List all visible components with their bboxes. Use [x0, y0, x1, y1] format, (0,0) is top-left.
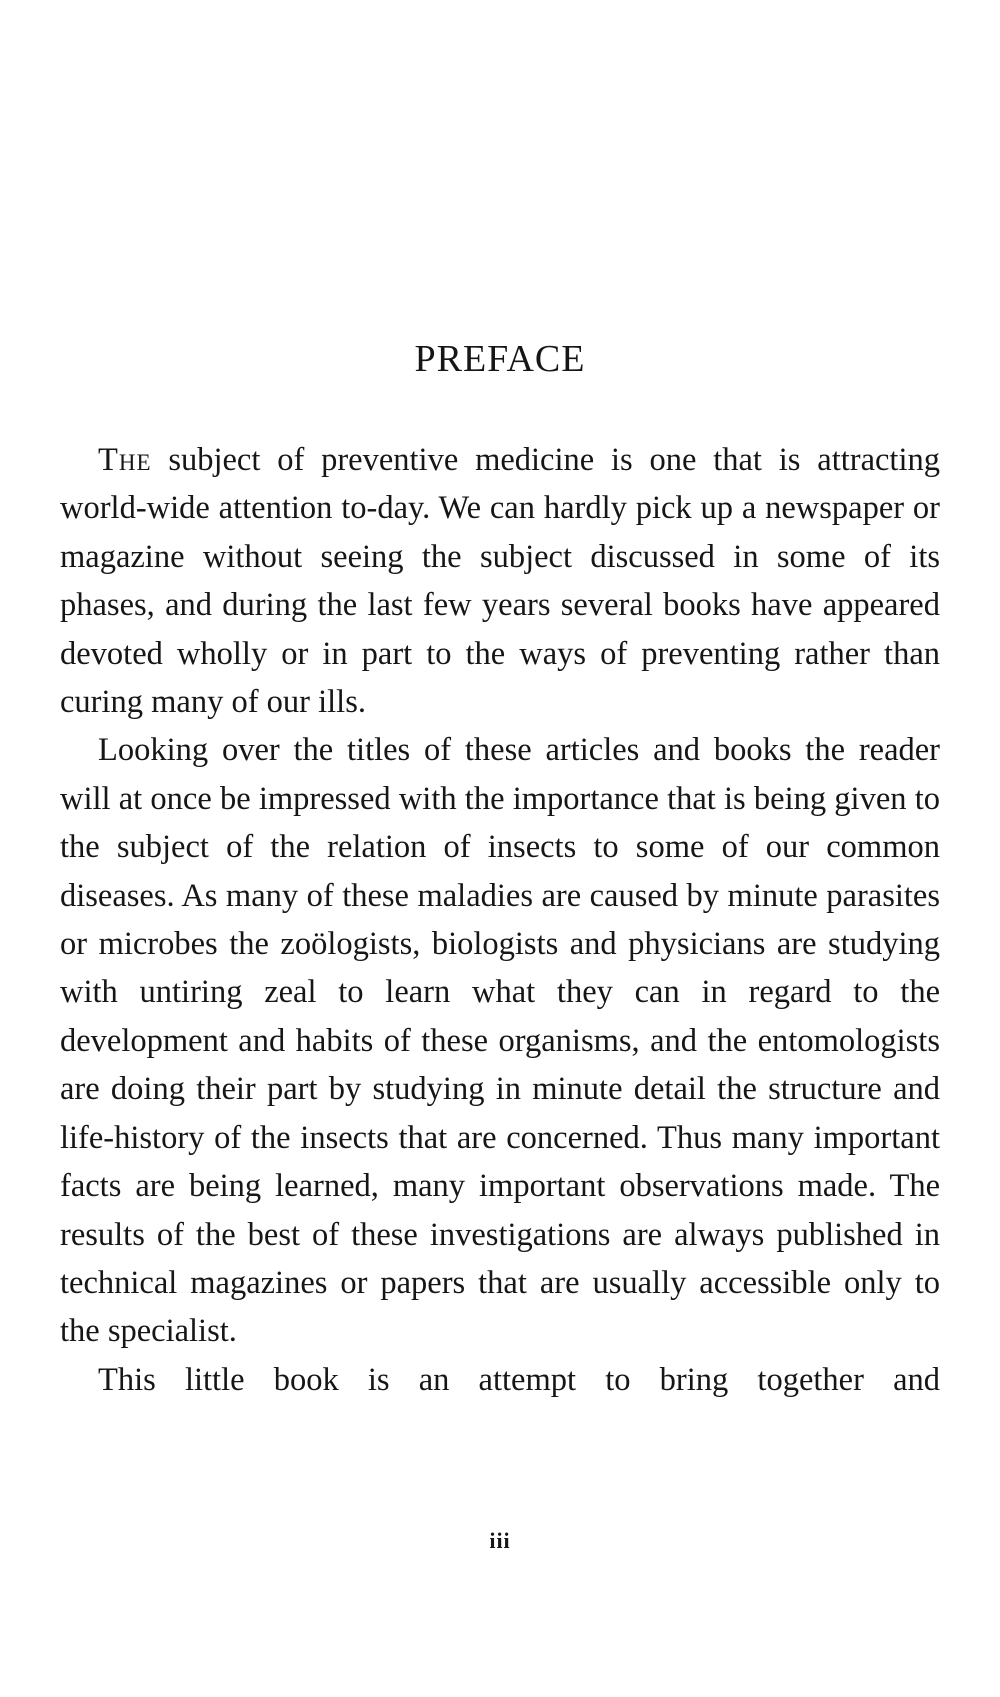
paragraph-3: This little book is an attempt to bring together and	[98, 1361, 940, 1398]
page-title: PREFACE	[414, 338, 586, 380]
paragraph-2: Looking over the titles of these articles and books the reader will at once be impressed with the importance that is being given to the subject of the relation of insects to some of our common diseases. As many of these maladies are caused by minute parasites or microbes the zoölogists, biologists and physicians are studying with untiring zeal to learn what they can in regard to the development and habits of these organisms, and the entomologists are doing their part by studying in minute detail the structure and life-history of the insects that are concerned. Thus many important facts are being learned, many important observations made. The results of the best of these investigations are always published in technical magazines or papers that are usually accessible only to the specialist.	[60, 732, 940, 1350]
page-number: iii	[489, 1528, 511, 1553]
paragraph-lead-word: The	[98, 442, 152, 478]
preface-body	[60, 436, 940, 1404]
paragraph-1-text: subject of preventive medicine is one that is attracting world-wide attention to-day. We can hardly pick up a newspaper or magazine without seeing the subject discussed in some of its phases, and during the last few years several books have appeared devoted wholly or in part to the ways of preventing rather than curing many of our ills.	[60, 442, 940, 721]
paragraph-1	[60, 436, 940, 726]
